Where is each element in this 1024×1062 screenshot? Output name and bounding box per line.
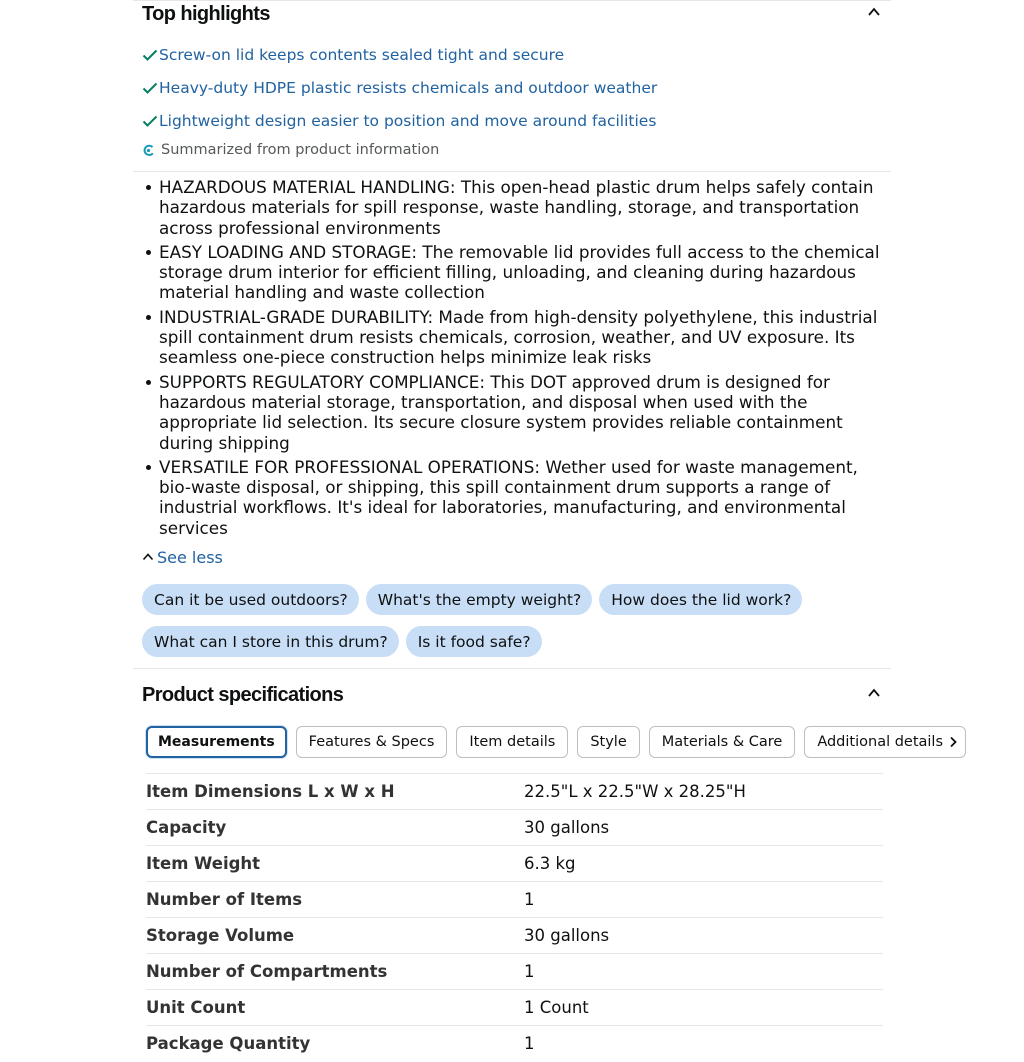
spec-value: 6.3 kg	[524, 854, 576, 874]
table-row	[146, 846, 883, 882]
tab-style[interactable]: Style	[577, 726, 639, 758]
question-chip[interactable]: What can I store in this drum?	[142, 626, 399, 657]
specs-header[interactable]	[133, 681, 891, 709]
feature-bullet: EASY LOADING AND STORAGE: The removable lid provides full access to the chemical storage drum interior for efficient filling, unloading, and cleaning during hazardous material handling and waste collection	[159, 242, 883, 303]
question-chip[interactable]: How does the lid work?	[599, 584, 802, 615]
table-row	[146, 882, 883, 918]
table-row	[146, 774, 883, 810]
chevron-right-icon[interactable]	[948, 736, 958, 748]
checkmark-icon	[142, 48, 158, 62]
chip-row	[142, 626, 891, 657]
highlight-item	[142, 38, 891, 71]
specs-title: Product specifications	[142, 684, 344, 707]
spec-value: 1	[524, 1034, 535, 1054]
spec-label: Item Weight	[146, 854, 261, 874]
highlight-text: Screw-on lid keeps contents sealed tight and secure	[159, 45, 565, 64]
spec-label: Item Dimensions L x W x H	[146, 782, 395, 802]
feature-bullet: SUPPORTS REGULATORY COMPLIANCE: This DOT approved drum is designed for hazardous material storage, transportation, and disposal when used with the appropriate lid selection. Its secure closure system provides reliable containment during shipping	[159, 372, 883, 453]
table-row	[146, 918, 883, 954]
spec-value: 1	[524, 962, 535, 982]
spec-label: Number of Compartments	[146, 962, 388, 982]
tab-measurements[interactable]: Measurements	[146, 726, 287, 758]
tab-label: Additional details	[817, 734, 944, 751]
highlights-header[interactable]	[133, 0, 891, 28]
highlight-item	[142, 104, 891, 137]
chevron-up-icon[interactable]	[867, 686, 881, 700]
tab-features-specs[interactable]: Features & Specs	[296, 726, 448, 758]
question-chip[interactable]: Is it food safe?	[406, 626, 542, 657]
summary-text: Summarized from product information	[161, 142, 440, 158]
table-row	[146, 810, 883, 846]
section-divider	[133, 171, 891, 172]
feature-bullets	[133, 177, 891, 538]
spec-tabs	[133, 726, 944, 758]
spec-value: 1	[524, 890, 535, 910]
spec-label: Storage Volume	[146, 926, 295, 946]
spec-value: 30 gallons	[524, 926, 610, 946]
highlight-text: Lightweight design easier to position and move around facilities	[159, 111, 657, 130]
checkmark-icon	[142, 81, 158, 95]
spec-label: Package Quantity	[146, 1034, 311, 1054]
spec-label: Number of Items	[146, 890, 303, 910]
tab-materials-care[interactable]: Materials & Care	[649, 726, 796, 758]
see-less-label: See less	[157, 547, 223, 567]
tab-additional-details[interactable]	[804, 726, 966, 758]
spec-label: Capacity	[146, 818, 227, 838]
table-row	[146, 1026, 883, 1062]
chip-row	[142, 584, 891, 615]
feature-bullet: VERSATILE FOR PROFESSIONAL OPERATIONS: Wether used for waste management, bio-waste disposal, or shipping, this spill containment drum supports a range of industrial workflows. It's ideal for laboratories, manufacturing, and environmental services	[159, 457, 883, 538]
summary-note	[133, 137, 891, 163]
ai-summary-icon	[142, 144, 155, 157]
table-row	[146, 990, 883, 1026]
see-less-link[interactable]	[133, 545, 891, 569]
specs-table	[146, 773, 883, 1062]
spec-value: 30 gallons	[524, 818, 610, 838]
tab-item-details[interactable]: Item details	[456, 726, 568, 758]
highlights-title: Top highlights	[142, 3, 270, 25]
question-chip[interactable]: What's the empty weight?	[366, 584, 593, 615]
question-chips	[133, 584, 891, 657]
table-row	[146, 954, 883, 990]
spec-value: 22.5"L x 22.5"W x 28.25"H	[524, 782, 746, 802]
checkmark-icon	[142, 114, 158, 128]
spec-label: Unit Count	[146, 998, 246, 1018]
chevron-up-icon[interactable]	[867, 5, 881, 19]
feature-bullet: HAZARDOUS MATERIAL HANDLING: This open-head plastic drum helps safely contain hazardous materials for spill response, waste handling, storage, and transportation across professional environments	[159, 177, 883, 238]
spec-value: 1 Count	[524, 998, 589, 1018]
main-content	[133, 0, 944, 1062]
feature-bullet: INDUSTRIAL-GRADE DURABILITY: Made from high-density polyethylene, this industrial spill containment drum resists chemicals, corrosion, weather, and UV exposure. Its seamless one-piece construction helps minimize leak risks	[159, 307, 883, 368]
highlight-item	[142, 71, 891, 104]
chevron-up-icon	[142, 551, 154, 563]
highlights-list	[133, 38, 891, 137]
highlight-text: Heavy-duty HDPE plastic resists chemicals and outdoor weather	[159, 78, 658, 97]
section-divider	[133, 668, 891, 669]
question-chip[interactable]: Can it be used outdoors?	[142, 584, 359, 615]
